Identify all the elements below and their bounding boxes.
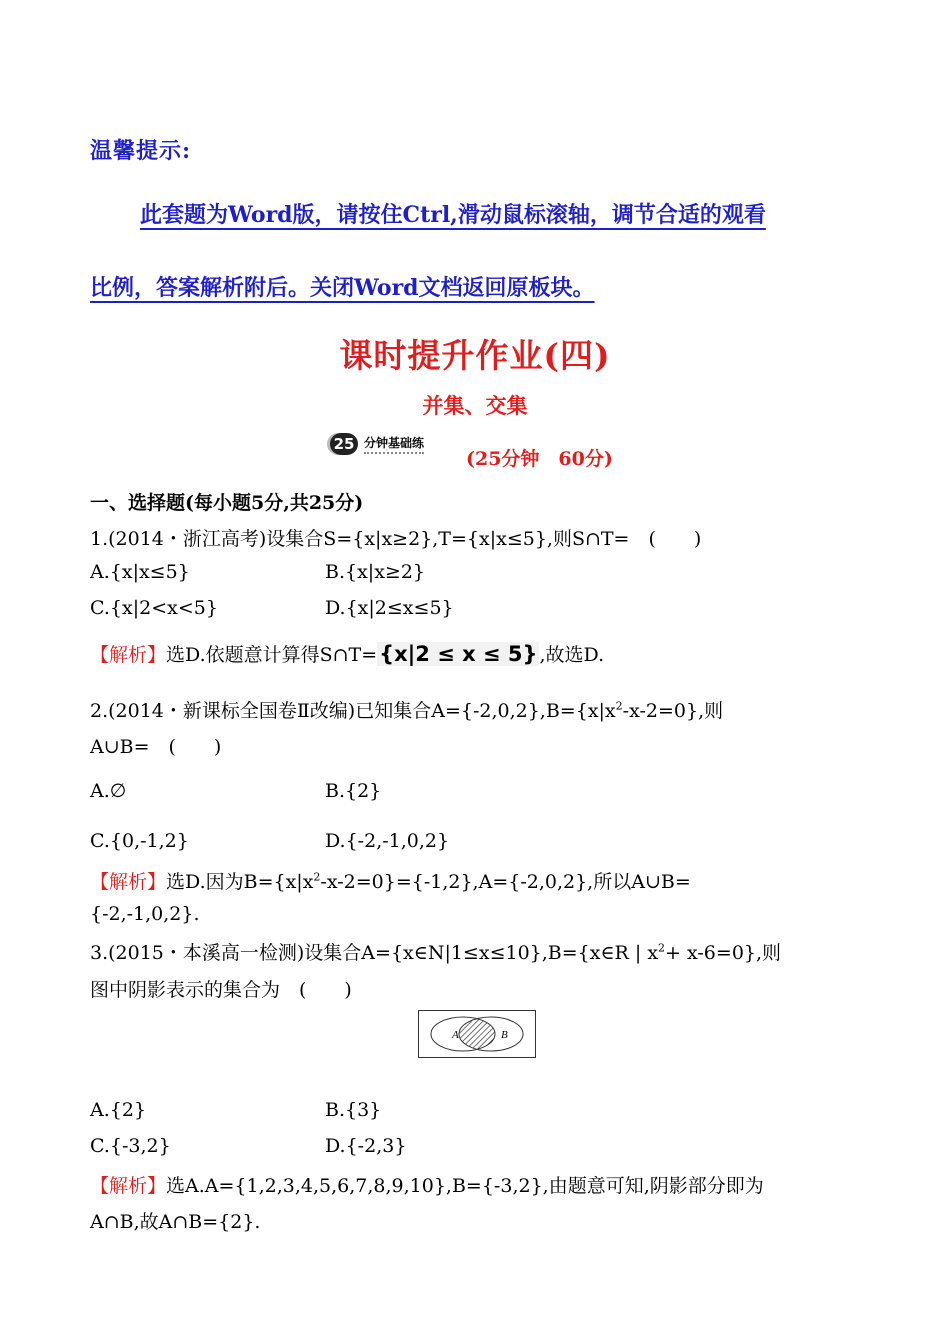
q2-option-d: D.{-2,-1,0,2} bbox=[325, 830, 450, 852]
venn-label-b: B bbox=[501, 1029, 508, 1041]
page-title: 课时提升作业(四) bbox=[339, 336, 611, 375]
q1-analysis-math: {x|2 ≤ x ≤ 5} bbox=[379, 642, 538, 666]
q1-stem: 1.(2014・浙江高考)设集合S={x|x≥2},T={x|x≤5},则S∩T= ( ) bbox=[90, 528, 702, 550]
section-heading: 一、选择题(每小题5分,共25分) bbox=[90, 492, 364, 514]
q2-analysis bbox=[90, 867, 691, 894]
q3-stem-end: + x-6=0},则 bbox=[665, 942, 782, 964]
venn-diagram bbox=[418, 1010, 536, 1058]
q2-option-c: C.{0,-1,2} bbox=[90, 830, 189, 852]
q2-option-b: B.{2} bbox=[325, 780, 382, 802]
analysis-label: 【解析】 bbox=[90, 1175, 167, 1197]
tip-line-2[interactable]: 比例，答案解析附后。关闭Word文档返回原板块。 bbox=[90, 275, 595, 301]
practice-badge bbox=[330, 432, 455, 456]
venn-svg bbox=[419, 1011, 535, 1057]
q1-option-c: C.{x|2<x<5} bbox=[90, 597, 218, 619]
q1-analysis-end: ,故选D. bbox=[539, 644, 605, 666]
q3-analysis-line2: A∩B,故A∩B={2}. bbox=[90, 1211, 261, 1233]
q3-stem-line2: 图中阴影表示的集合为 ( ) bbox=[90, 979, 352, 1001]
time-info: (25分钟 60分) bbox=[466, 448, 613, 470]
q2-stem-sup: 2 bbox=[615, 699, 623, 713]
venn-label-a: A bbox=[452, 1029, 459, 1041]
q2-stem bbox=[90, 696, 723, 723]
q2-analysis-sup: 2 bbox=[313, 870, 321, 884]
q2-analysis-line2: {-2,-1,0,2}. bbox=[90, 903, 200, 925]
q1-option-b: B.{x|x≥2} bbox=[325, 561, 426, 583]
q2-stem-text: 2.(2014・新课标全国卷Ⅱ改编)已知集合A={-2,0,2},B={x|x bbox=[90, 700, 616, 722]
badge-text: 分钟基础练 bbox=[364, 434, 424, 454]
q3-option-d: D.{-2,3} bbox=[325, 1135, 407, 1157]
badge-number: 25 bbox=[330, 433, 358, 455]
tip-title: 温馨提示: bbox=[90, 138, 192, 164]
analysis-label: 【解析】 bbox=[90, 871, 167, 893]
q2-analysis-text: 选D.因为B={x|x bbox=[166, 871, 314, 893]
q3-option-b: B.{3} bbox=[325, 1099, 382, 1121]
q3-stem-text: 3.(2015・本溪高一检测)设集合A={x∈N|1≤x≤10},B={x∈R | x bbox=[90, 942, 659, 964]
q1-analysis-text: 选D.依题意计算得S∩T= bbox=[166, 644, 378, 666]
q3-stem-sup: 2 bbox=[658, 941, 666, 955]
q3-stem bbox=[90, 938, 781, 965]
q3-option-a: A.{2} bbox=[90, 1099, 147, 1121]
q2-option-a: A.∅ bbox=[90, 780, 127, 802]
q1-option-d: D.{x|2≤x≤5} bbox=[325, 597, 454, 619]
q1-analysis bbox=[90, 640, 604, 667]
q3-option-c: C.{-3,2} bbox=[90, 1135, 171, 1157]
q2-stem-line2: A∪B= ( ) bbox=[90, 736, 222, 758]
page-subtitle: 并集、交集 bbox=[422, 393, 528, 418]
q1-option-a: A.{x|x≤5} bbox=[90, 561, 190, 583]
q2-analysis-end: -x-2=0}={-1,2},A={-2,0,2},所以A∪B= bbox=[320, 871, 691, 893]
q3-analysis bbox=[90, 1171, 764, 1198]
tip-line-1[interactable]: 此套题为Word版，请按住Ctrl,滑动鼠标滚轴，调节合适的观看 bbox=[140, 202, 766, 228]
q2-stem-end: -x-2=0},则 bbox=[622, 700, 724, 722]
q3-analysis-text: 选A.A={1,2,3,4,5,6,7,8,9,10},B={-3,2},由题意可知,阴影部分即为 bbox=[166, 1175, 764, 1197]
analysis-label: 【解析】 bbox=[90, 644, 167, 666]
